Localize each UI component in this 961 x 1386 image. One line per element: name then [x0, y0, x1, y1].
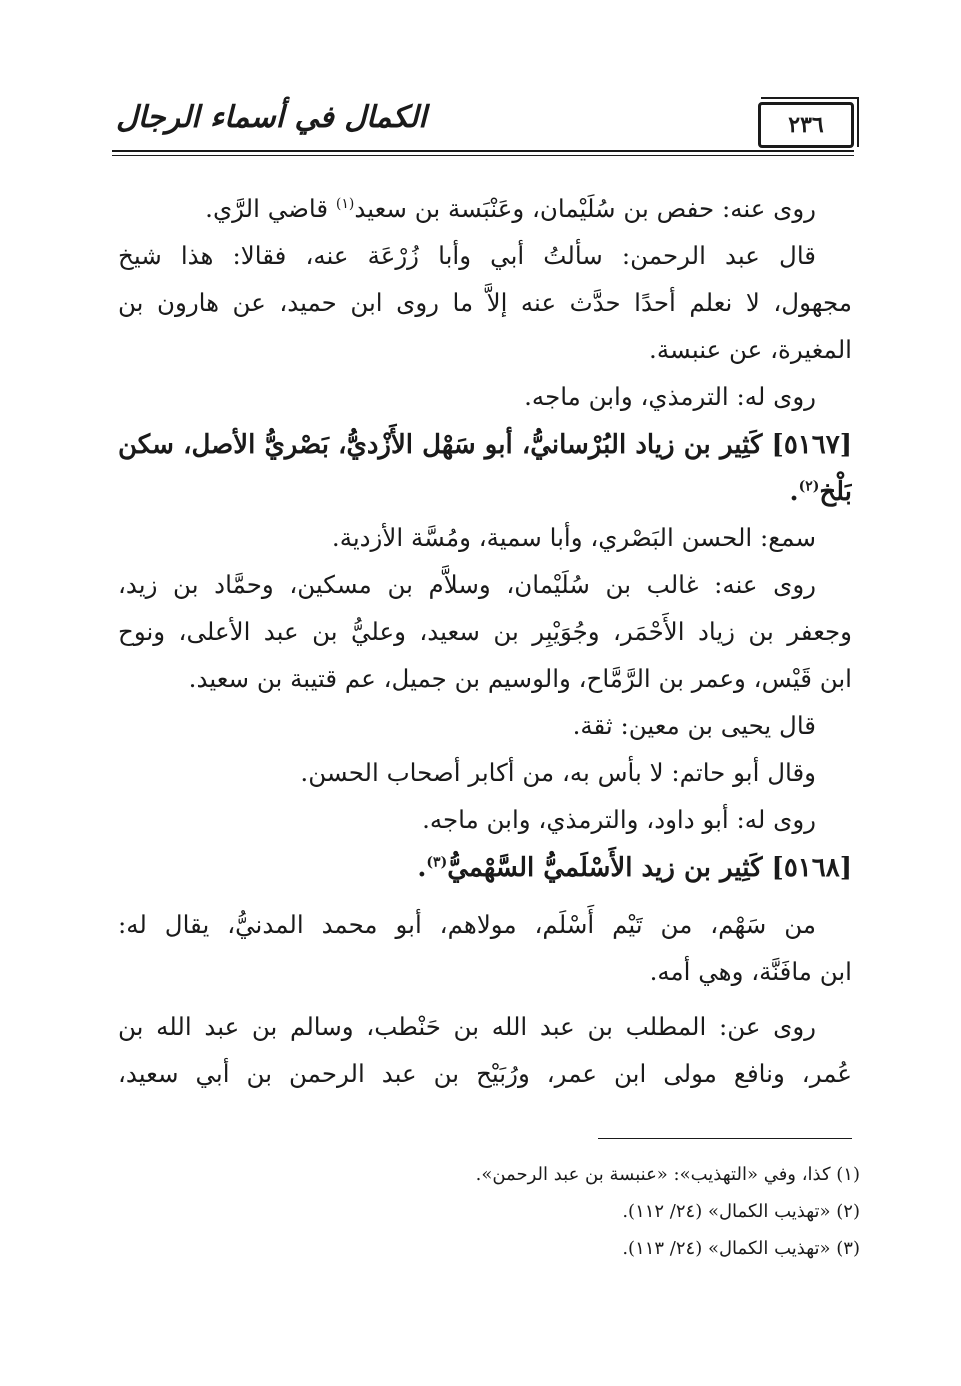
text-line: [118, 1003, 852, 1050]
text-line: [118, 901, 852, 948]
text-line: [118, 561, 852, 608]
footnote-marker[interactable]: (٣): [426, 854, 448, 871]
footnote-3: (٣) «تهذيب الكمال» (٢٤/ ١١٣).: [622, 1238, 860, 1259]
line-text: قال يحيى بن معين: ثقة.: [572, 711, 816, 740]
line-text: عُمر، ونافع مولى ابن عمر، ورُبَيْح بن عبد الرحمن بن أبي سعيد،: [118, 1059, 852, 1088]
text-line: [118, 948, 852, 995]
line-text: روى له: أبو داود، والترمذي، وابن ماجه.: [422, 805, 816, 834]
line-text: روى عن: المطلب بن عبد الله بن حَنْطب، وسالم بن عبد الله بن: [118, 1012, 816, 1041]
entry-heading-line: [118, 420, 852, 470]
entry-heading-line: [118, 843, 852, 893]
footnotes: [118, 1156, 860, 1267]
line-text: ابن قَيْس، وعمر بن الرَّمَّاح، والوسيم بن جميل، عم قتيبة بن سعيد.: [188, 664, 852, 693]
line-text: سمع: الحسن البَصْري، وأبا سمية، ومُسَّة الأزدية.: [331, 523, 816, 552]
line-text: بَلْخ: [819, 477, 852, 507]
main-text: [118, 185, 852, 1097]
footnote-separator: [598, 1138, 852, 1139]
footnote-marker[interactable]: (٢): [798, 478, 820, 495]
entry-heading-line: [118, 470, 852, 514]
line-text: روى عنه: غالب بن سُلَيْمان، وسلاَّم بن مسكين، وحمَّاد بن زيد،: [118, 570, 816, 599]
line-text: المغيرة، عن عنبسة.: [649, 335, 852, 364]
page-header: [112, 92, 854, 152]
line-text: [٥١٦٨] كَثِير بن زيد الأَسْلَميُّ السَّهْميُّ: [447, 853, 852, 883]
line-text: ابن مافَنَّة، وهي أمه.: [649, 957, 852, 986]
line-text: مجهول، لا نعلم أحدًا حدَّث عنه إلاَّ ما روى ابن حميد، عن هارون بن: [118, 288, 852, 317]
footnote-1: (١) كذا، وفي «التهذيب»: «عنبسة بن عبد الرحمن».: [475, 1164, 860, 1185]
header-rule: [112, 150, 854, 152]
text-line: [118, 796, 852, 843]
text-line: [118, 232, 852, 279]
text-line: [118, 608, 852, 655]
text-line: [118, 326, 852, 373]
text-line: [118, 702, 852, 749]
line-text: قال عبد الرحمن: سألتُ أبي وأبا زُرْعَة عنه، فقالا: هذا شيخ: [118, 241, 816, 270]
line-text: من سَهْم، من تَيْم أَسْلَم، مولاهم، أبو محمد المدنيُّ، يقال له:: [118, 910, 816, 939]
text-line: [118, 655, 852, 702]
line-text: [٥١٦٧] كَثِير بن زياد البُرْسانيُّ، أبو سَهْل الأَزْديُّ، بَصْريُّ الأصل، سكن: [118, 430, 852, 460]
text-line: [118, 514, 852, 561]
line-text-after: .: [789, 477, 799, 507]
header-rule-thin: [112, 155, 854, 156]
line-text-after: قاضي الرَّي.: [205, 194, 336, 223]
text-line: [118, 1050, 852, 1097]
book-title: الكمال في أسماء الرجال: [116, 100, 427, 135]
footnote-marker[interactable]: (١): [335, 195, 355, 212]
line-text: وقال أبو حاتم: لا بأس به، من أكابر أصحاب الحسن.: [300, 758, 816, 787]
line-text: روى عنه: حفص بن سُلَيْمان، وعَنْبَسة بن سعيد: [354, 194, 816, 223]
page-number: ٢٣٦: [758, 102, 854, 148]
text-line: [118, 373, 852, 420]
text-line: [118, 185, 852, 232]
footnote-2: (٢) «تهذيب الكمال» (٢٤/ ١١٢).: [622, 1201, 860, 1222]
text-line: [118, 279, 852, 326]
text-line: [118, 749, 852, 796]
line-text: وجعفر بن زياد الأَحْمَر، وجُوَيْبِر بن سعيد، وعليُّ بن عبد الأعلى، ونوح: [118, 617, 852, 646]
line-text-after: .: [417, 853, 427, 883]
line-text: روى له: الترمذي، وابن ماجه.: [524, 382, 816, 411]
